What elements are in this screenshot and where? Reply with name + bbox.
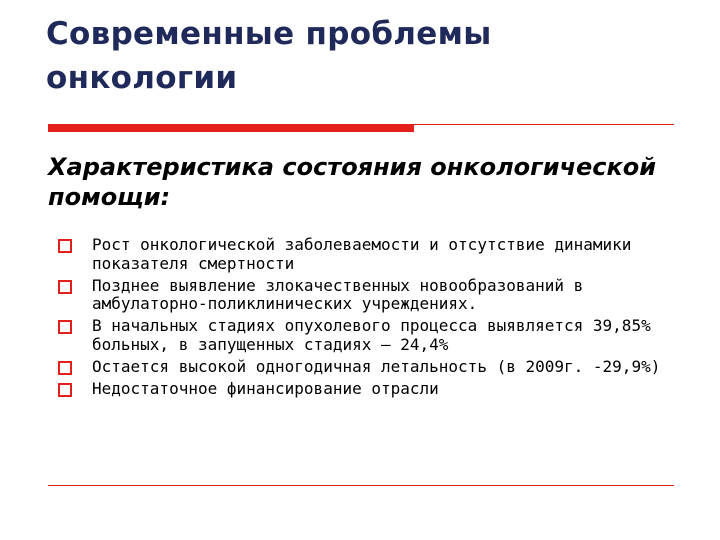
square-bullet-icon	[58, 320, 72, 334]
square-bullet-icon	[58, 361, 72, 375]
square-bullet-icon	[58, 280, 72, 294]
bullet-text: В начальных стадиях опухолевого процесса выявляется 39,85% больных, в запущенных стадиях – 24,4%	[92, 316, 651, 354]
bullet-text: Позднее выявление злокачественных новообразований в амбулаторно-поликлинических учреждениях.	[92, 275, 584, 313]
slide-subtitle: Характеристика состояния онкологической помощи:	[48, 153, 657, 211]
title-divider-thick	[48, 124, 414, 132]
footer-divider	[48, 485, 674, 486]
bullet-item	[58, 358, 684, 377]
bullet-text: Остается высокой одногодичная летальность (в 2009г. -29,9%)	[92, 356, 661, 376]
title-divider	[48, 122, 674, 132]
bullet-list	[58, 236, 684, 402]
square-bullet-icon	[58, 239, 72, 253]
bullet-text: Рост онкологической заболеваемости и отсутствие динамики показателя смертности	[92, 235, 632, 273]
square-bullet-icon	[58, 383, 72, 397]
bullet-item	[58, 380, 684, 399]
slide-title: Современные проблемы онкологии	[46, 16, 492, 96]
bullet-item	[58, 236, 684, 273]
title-divider-thin	[414, 124, 674, 125]
bullet-item	[58, 277, 684, 314]
bullet-item	[58, 317, 684, 354]
bullet-text: Недостаточное финансирование отрасли	[92, 378, 439, 398]
